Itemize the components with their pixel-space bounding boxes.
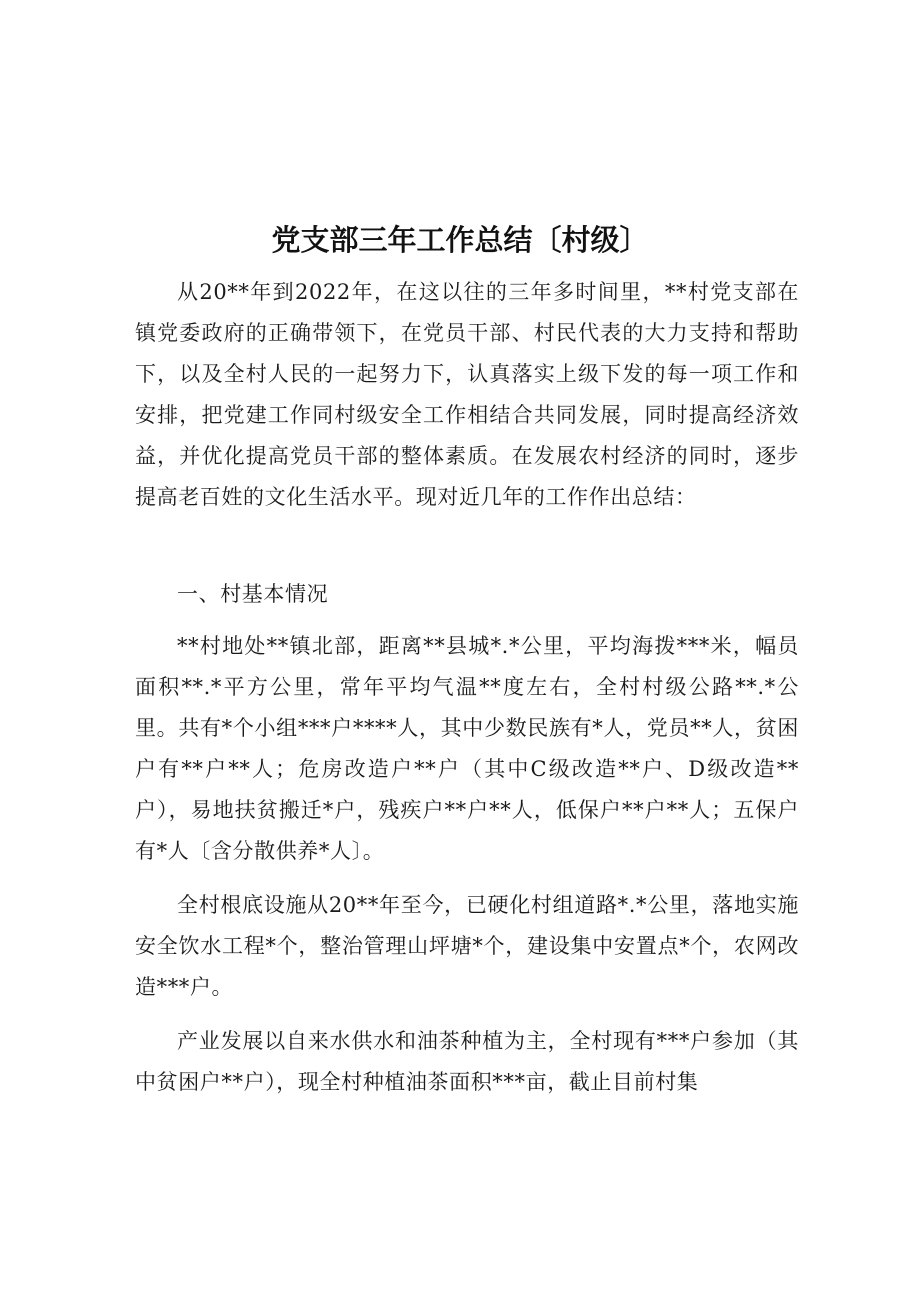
paragraph-intro: 从20**年到2022年，在这以往的三年多时间里，**村党支部在镇党委政府的正确带领下，在党员干部、村民代表的大力支持和帮助下，以及全村人民的一起努力下，认真落实上级下发的每一项工作和安排，把党建工作同村级安全工作相结合共同发展，同时提高经济效益，并优化提高党员干部的整体素质。在发展农村经济的同时，逐步提高老百姓的文化生活水平。现对近几年的工作作出总结： (135, 280, 799, 509)
section-heading: 一、村基本情况 (177, 582, 329, 606)
page-title: 党支部三年工作总结〔村级〕 (271, 223, 649, 257)
paragraph-industry: 产业发展以自来水供水和油茶种植为主，全村现有***户参加（其中贫困户**户），现全村种植油茶面积***亩，截止目前村集 (135, 1029, 799, 1094)
paragraph-basic-info: **村地处**镇北部，距离**县城*.*公里，平均海拨***米，幅员面积**.*平方公里，常年平均气温**度左右，全村村级公路**.*公里。共有*个小组***户****人，其中少数民族有*人，党员**人，贫困户有**户**人；危房改造户**户（其中C级改造**户、D级改造**户），易地扶贫搬迁*户，残疾户**户**人，低保户**户**人；五保户有*人〔含分散供养*人〕。 (135, 634, 799, 863)
paragraph-infrastructure: 全村根底设施从20**年至今，已硬化村组道路*.*公里，落地实施安全饮水工程*个，整治管理山坪塘*个，建设集中安置点*个，农网改造***户。 (135, 893, 799, 999)
